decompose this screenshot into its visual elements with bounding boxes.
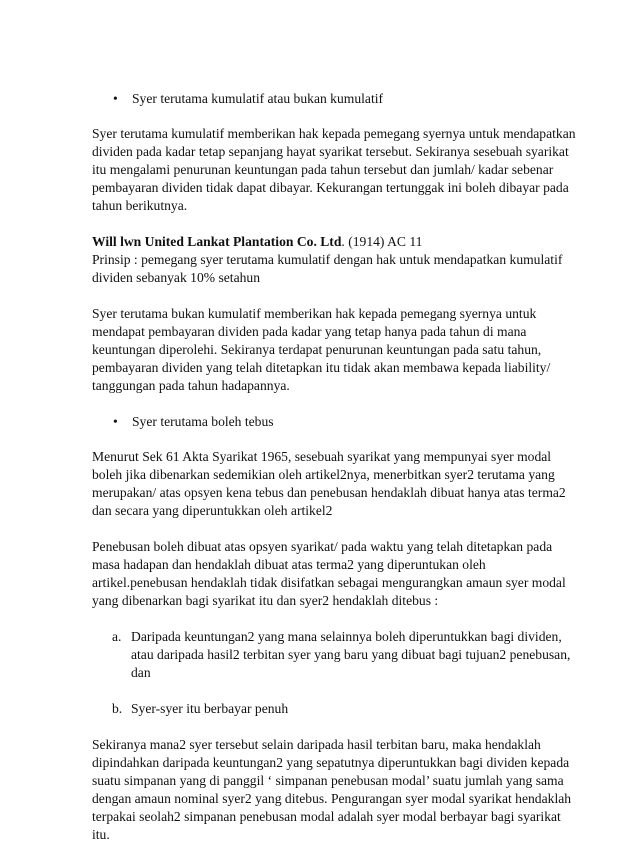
case-heading	[92, 233, 554, 251]
text-line: yang dibenarkan bagi syarikat itu dan syer2 hendaklah ditebus :	[92, 593, 439, 608]
text-line: dan secara yang diperuntukkan oleh artikel2	[92, 503, 333, 518]
text-line: boleh jika dibenarkan sedemikian oleh artikel2nya, menerbitkan syer2 terutama yang	[92, 467, 555, 482]
text-line: masa hadapan dan hendaklah dibuat atas terma2 yang diperuntukan oleh	[92, 557, 486, 572]
text-line: itu mengalami penurunan keuntungan pada tahun tersebut dan jumlah/ kadar sebenar	[92, 162, 554, 177]
text-line: Syer-syer itu berbayar penuh	[131, 701, 289, 716]
paragraph-non-cumulative	[92, 305, 554, 395]
list-item-a	[92, 628, 571, 682]
bullet-icon: •	[113, 91, 118, 106]
text-line: Sekiranya mana2 syer tersebut selain daripada hasil terbitan baru, maka hendaklah	[92, 737, 541, 752]
text-line: pembayaran dividen yang telah ditetapkan itu tidak akan membawa kepada liability/	[92, 360, 551, 375]
case-citation-block	[92, 233, 563, 287]
bullet-item-redeemable	[92, 413, 554, 431]
case-name: Will lwn United Lankat Plantation Co. Ltd	[92, 234, 342, 249]
text-line: tanggungan pada tahun hadapannya.	[92, 378, 290, 393]
text-line: atau daripada hasil2 terbitan syer yang baru yang dibuat bagi tujuan2 penebusan,	[131, 647, 571, 662]
text-line: dividen pada kadar tetap sepanjang hayat syarikat tersebut. Sekiranya sesebuah syarikat	[92, 144, 569, 159]
text-line: Menurut Sek 61 Akta Syarikat 1965, sesebuah syarikat yang mempunyai syer modal	[92, 449, 552, 464]
list-marker: b.	[112, 701, 123, 716]
text-line: dengan amaun nominal syer2 yang ditebus. Pengurangan syer modal syarikat hendaklah	[92, 791, 572, 806]
text-line: terpakai seolah2 simpanan penebusan modal adalah syer modal berbayar bagi syarikat	[92, 809, 561, 824]
list-item-b	[92, 700, 554, 718]
text-line: dipindahkan daripada keuntungan2 yang sepatutnya diperuntukkan bagi dividen kepada	[92, 755, 570, 770]
list-marker: a.	[112, 629, 122, 644]
text-line: tahun berikutnya.	[92, 198, 188, 213]
text-line: dan	[131, 665, 151, 680]
bullet-text: Syer terutama boleh tebus	[132, 414, 274, 429]
paragraph-cumulative	[92, 125, 576, 215]
text-line: itu.	[92, 827, 110, 842]
bullet-icon: •	[113, 414, 118, 429]
text-line: suatu simpanan yang di panggil ‘ simpanan penebusan modal’ suatu jumlah yang sama	[92, 773, 564, 788]
text-line: dividen sebanyak 10% setahun	[92, 270, 260, 285]
text-line: Syer terutama kumulatif memberikan hak kepada pemegang syernya untuk mendapatkan	[92, 126, 576, 141]
text-line: artikel.penebusan hendaklah tidak disifatkan sebagai mengurangkan amaun syer modal	[92, 575, 566, 590]
text-line: merupakan/ atas opsyen kena tebus dan penebusan hendaklah dibuat hanya atas terma2	[92, 485, 566, 500]
text-line: keuntungan diperolehi. Sekiranya terdapat penurunan keuntungan pada satu tahun,	[92, 342, 542, 357]
text-line: Penebusan boleh dibuat atas opsyen syarikat/ pada waktu yang telah ditetapkan pada	[92, 539, 553, 554]
paragraph-capital-redemption-reserve	[92, 736, 572, 844]
paragraph-redemption	[92, 538, 566, 610]
text-line: Daripada keuntungan2 yang mana selainnya boleh diperuntukkan bagi dividen,	[131, 629, 562, 644]
bullet-item-cumulative	[92, 90, 554, 108]
text-line: Syer terutama bukan kumulatif memberikan hak kepada pemegang syernya untuk	[92, 306, 537, 321]
text-line: Prinsip : pemegang syer terutama kumulatif dengan hak untuk mendapatkan kumulatif	[92, 252, 563, 267]
case-citation: . (1914) AC 11	[341, 234, 423, 249]
paragraph-section-61	[92, 448, 566, 520]
text-line: pembayaran dividen tidak dapat dibayar. Kekurangan tertunggak ini boleh dibayar pada	[92, 180, 569, 195]
text-line: mendapat pembayaran dividen pada kadar yang tetap hanya pada tahun di mana	[92, 324, 527, 339]
bullet-text: Syer terutama kumulatif atau bukan kumulatif	[132, 91, 384, 106]
